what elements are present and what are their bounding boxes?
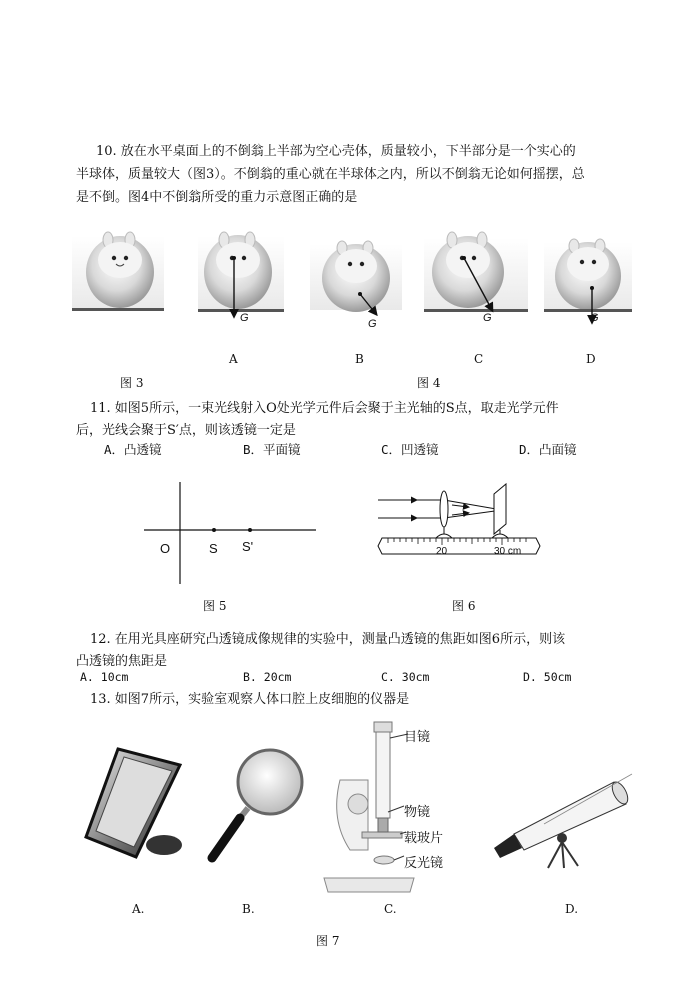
q11-option-b[interactable]: B．平面镜 [243, 442, 301, 457]
tumbler-option-b [310, 241, 402, 314]
tumbler-option-a [198, 232, 284, 316]
fig5-label-s: S [209, 541, 218, 556]
q10-text-line2: 半球体，质量较大（图3）。不倒翁的重心就在半球体之内，所以不倒翁无论如何摇摆，总 [76, 167, 585, 182]
fig4-caption: 图 4 [417, 376, 441, 390]
q10-option-b[interactable]: B [355, 352, 364, 366]
tumbler-figures [72, 228, 632, 334]
microscope-label-eyepiece: 目镜 [404, 729, 431, 744]
q11-option-a[interactable]: A．凸透镜 [104, 442, 162, 457]
fig5-caption: 图 5 [203, 599, 227, 613]
force-label-a: G [240, 312, 249, 324]
fig7-caption: 图 7 [316, 934, 340, 948]
force-label-d: G [590, 312, 599, 324]
q12-text-line2: 凸透镜的焦距是 [76, 654, 168, 669]
microscope-label-mirror: 反光镜 [404, 855, 444, 870]
tumbler-option-d [544, 239, 632, 322]
q12-option-a[interactable]: A. 10cm [80, 670, 129, 684]
tumbler-fig3 [72, 232, 164, 311]
microscope-label-slide: 载玻片 [404, 830, 444, 845]
fig3-caption: 图 3 [120, 376, 144, 390]
fig5-label-s-prime: S' [242, 539, 254, 554]
instrument-b-magnifier [206, 748, 306, 866]
q13-option-b[interactable]: B. [242, 902, 255, 916]
q13-text-line1: 13. 如图7所示，实验室观察人体口腔上皮细胞的仪器是 [90, 692, 410, 707]
fig6-caption: 图 6 [452, 599, 476, 613]
q10-option-a[interactable]: A [229, 352, 238, 366]
fig5-diagram [140, 480, 320, 586]
q12-option-d[interactable]: D. 50cm [523, 670, 572, 684]
force-label-c: G [483, 312, 492, 324]
q10-option-d[interactable]: D [586, 352, 596, 366]
q11-text-line1: 11. 如图5所示，一束光线射入O处光学元件后会聚于主光轴的S点，取走光学元件 [90, 401, 559, 416]
q10-option-c[interactable]: C [474, 352, 484, 366]
q12-option-b[interactable]: B. 20cm [243, 670, 292, 684]
tumbler-option-c [424, 232, 528, 312]
q12-option-c[interactable]: C. 30cm [381, 670, 430, 684]
q13-option-c[interactable]: C. [384, 902, 397, 916]
fig5-label-o: O [160, 541, 171, 556]
q11-option-d[interactable]: D．凸面镜 [519, 442, 577, 457]
force-label-b: G [368, 318, 377, 330]
q10-text-line3: 是不倒。图4中不倒翁所受的重力示意图正确的是 [76, 190, 358, 205]
instrument-d-telescope [484, 760, 634, 870]
fig6-tick-30: 30 cm [494, 546, 522, 557]
q11-option-c[interactable]: C．凹透镜 [381, 442, 439, 457]
q12-text-line1: 12. 在用光具座研究凸透镜成像规律的实验中，测量凸透镜的焦距如图6所示，则该 [90, 632, 566, 647]
instrument-a-mirror [80, 745, 182, 865]
q11-text-line2: 后，光线会聚于S′点，则该透镜一定是 [76, 423, 296, 438]
q10-text-line1: 10. 放在水平桌面上的不倒翁上半部为空心壳体，质量较小，下半部分是一个实心的 [96, 144, 576, 159]
q13-option-d[interactable]: D. [565, 902, 579, 916]
fig6-tick-20: 20 [436, 546, 448, 557]
microscope-label-objective: 物镜 [404, 804, 431, 819]
q13-option-a[interactable]: A. [132, 902, 145, 916]
